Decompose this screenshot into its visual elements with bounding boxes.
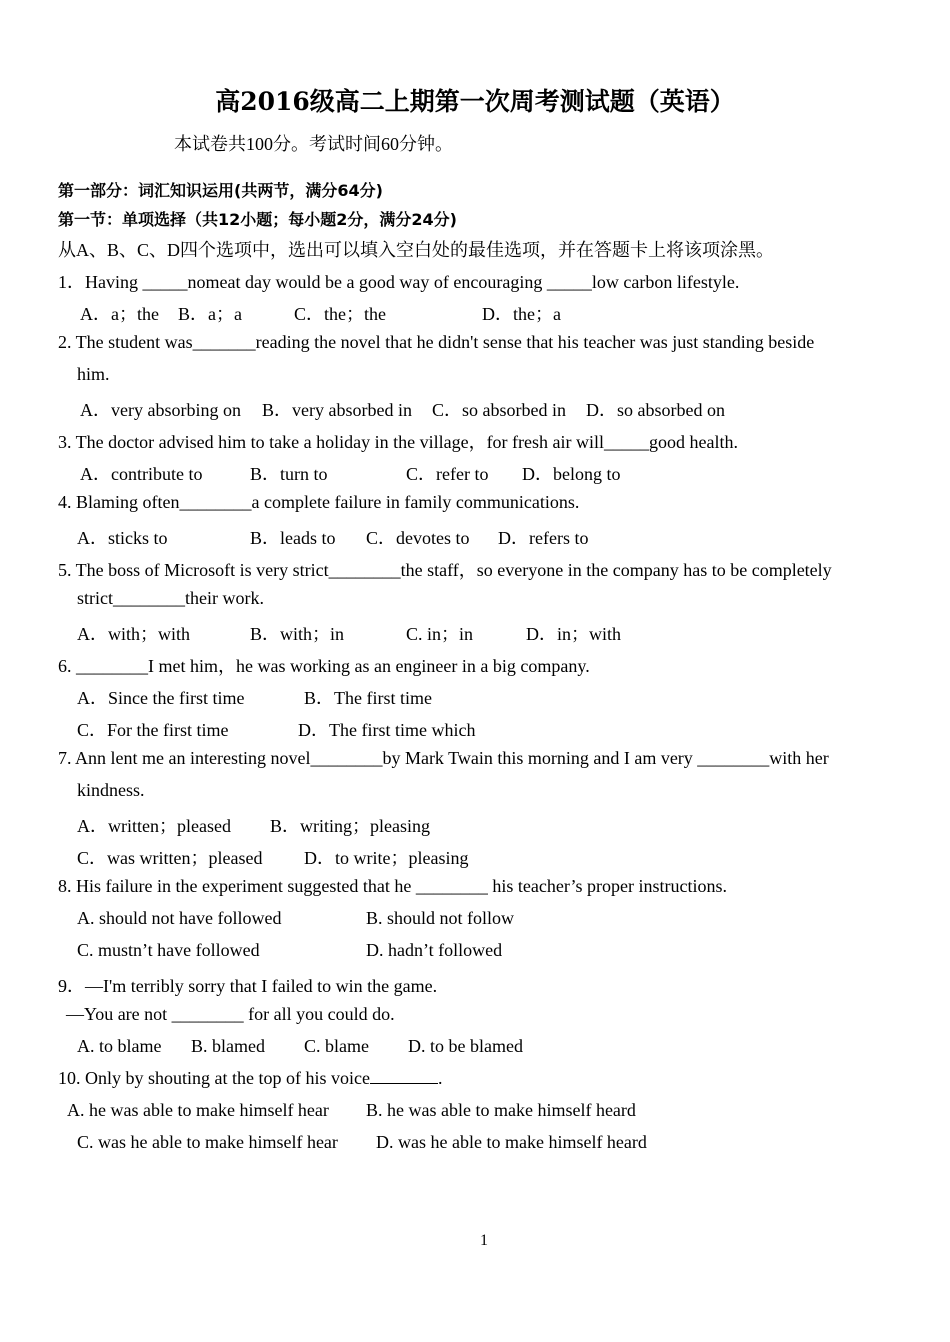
- question-6-stem: 6. ________I met him，he was working as an engineer in a big company.: [58, 656, 590, 676]
- q6-option-b: B．The first time: [304, 688, 432, 708]
- q3-option-c: C．refer to: [406, 464, 489, 484]
- q4-option-a: A．sticks to: [77, 528, 168, 548]
- page-number: 1: [480, 1232, 488, 1249]
- q9-option-c: C. blame: [304, 1036, 369, 1056]
- exam-info: 本试卷共100分。考试时间60分钟。: [174, 134, 453, 154]
- q6-option-a: A．Since the first time: [77, 688, 245, 708]
- q9-option-b: B. blamed: [191, 1036, 265, 1056]
- question-5-stem-cont: strict________their work.: [77, 588, 264, 608]
- q9-option-d: D. to be blamed: [408, 1036, 523, 1056]
- q1-option-c: C．the；the: [294, 304, 386, 324]
- q10-option-d: D. was he able to make himself heard: [376, 1132, 647, 1152]
- page-title: 高2016级高二上期第一次周考测试题（英语）: [215, 87, 735, 116]
- q7-option-c: C．was written；pleased: [77, 848, 263, 868]
- q8-option-b: B. should not follow: [366, 908, 515, 928]
- question-7-stem-cont: kindness.: [77, 780, 145, 800]
- section-heading: 第一节：单项选择（共12小题；每小题2分，满分24分): [58, 210, 457, 229]
- q8-option-a: A. should not have followed: [77, 908, 282, 928]
- q8-option-d: D. hadn’t followed: [366, 940, 503, 960]
- q8-option-c: C. mustn’t have followed: [77, 940, 260, 960]
- q5-option-c: C. in；in: [406, 624, 474, 644]
- part-heading: 第一部分：词汇知识运用(共两节，满分64分): [58, 181, 383, 200]
- q2-option-d: D．so absorbed on: [586, 400, 725, 420]
- question-3-stem: 3. The doctor advised him to take a holiday in the village，for fresh air will_____good health.: [58, 432, 739, 452]
- q10-option-b: B. he was able to make himself heard: [366, 1100, 636, 1120]
- question-9-stem-cont: —You are not ________ for all you could do.: [66, 1004, 395, 1024]
- q4-option-d: D．refers to: [498, 528, 589, 548]
- q9-option-a: A. to blame: [77, 1036, 162, 1056]
- question-7-stem: 7. Ann lent me an interesting novel________by Mark Twain this morning and I am very ________with her: [58, 748, 829, 768]
- q2-option-b: B．very absorbed in: [262, 400, 412, 420]
- question-1-stem: 1．Having _____nomeat day would be a good way of encouraging _____low carbon lifestyle.: [58, 272, 740, 292]
- q1-option-a: A．a；the: [80, 304, 159, 324]
- q7-option-b: B．writing；pleasing: [270, 816, 430, 836]
- answer-blank: [370, 1069, 438, 1084]
- question-8-stem: 8. His failure in the experiment suggested that he ________ his teacher’s proper instructions.: [58, 876, 728, 896]
- q3-option-b: B．turn to: [250, 464, 328, 484]
- q5-option-b: B．with；in: [250, 624, 345, 644]
- q5-option-a: A．with；with: [77, 624, 191, 644]
- q4-option-c: C．devotes to: [366, 528, 470, 548]
- question-2-stem: 2. The student was_______reading the novel that he didn't sense that his teacher was just standing beside: [58, 332, 815, 352]
- instruction-text: 从A、B、C、D四个选项中，选出可以填入空白处的最佳选项，并在答题卡上将该项涂黑。: [58, 240, 775, 260]
- q6-option-c: C．For the first time: [77, 720, 229, 740]
- q3-option-d: D．belong to: [522, 464, 621, 484]
- q5-option-d: D．in；with: [526, 624, 622, 644]
- question-4-stem: 4. Blaming often________a complete failure in family communications.: [58, 492, 580, 512]
- question-2-stem-cont: him.: [77, 364, 110, 384]
- q10-option-a: A. he was able to make himself hear: [67, 1100, 329, 1120]
- question-10-end: .: [437, 1068, 443, 1088]
- question-9-stem: 9．—I'm terribly sorry that I failed to win the game.: [58, 976, 438, 996]
- q4-option-b: B．leads to: [250, 528, 336, 548]
- q6-option-d: D．The first time which: [298, 720, 476, 740]
- q10-option-c: C. was he able to make himself hear: [77, 1132, 338, 1152]
- q3-option-a: A．contribute to: [80, 464, 203, 484]
- q1-option-b: B．a；a: [178, 304, 242, 324]
- q1-option-d: D．the；a: [482, 304, 561, 324]
- q2-option-a: A．very absorbing on: [80, 400, 241, 420]
- q7-option-d: D．to write；pleasing: [304, 848, 469, 868]
- question-10-stem: [58, 1068, 442, 1089]
- question-10-text: 10. Only by shouting at the top of his voice: [58, 1068, 370, 1088]
- q2-option-c: C．so absorbed in: [432, 400, 566, 420]
- q7-option-a: A．written；pleased: [77, 816, 231, 836]
- question-5-stem: 5. The boss of Microsoft is very strict________the staff，so everyone in the company has to be completely: [58, 560, 832, 580]
